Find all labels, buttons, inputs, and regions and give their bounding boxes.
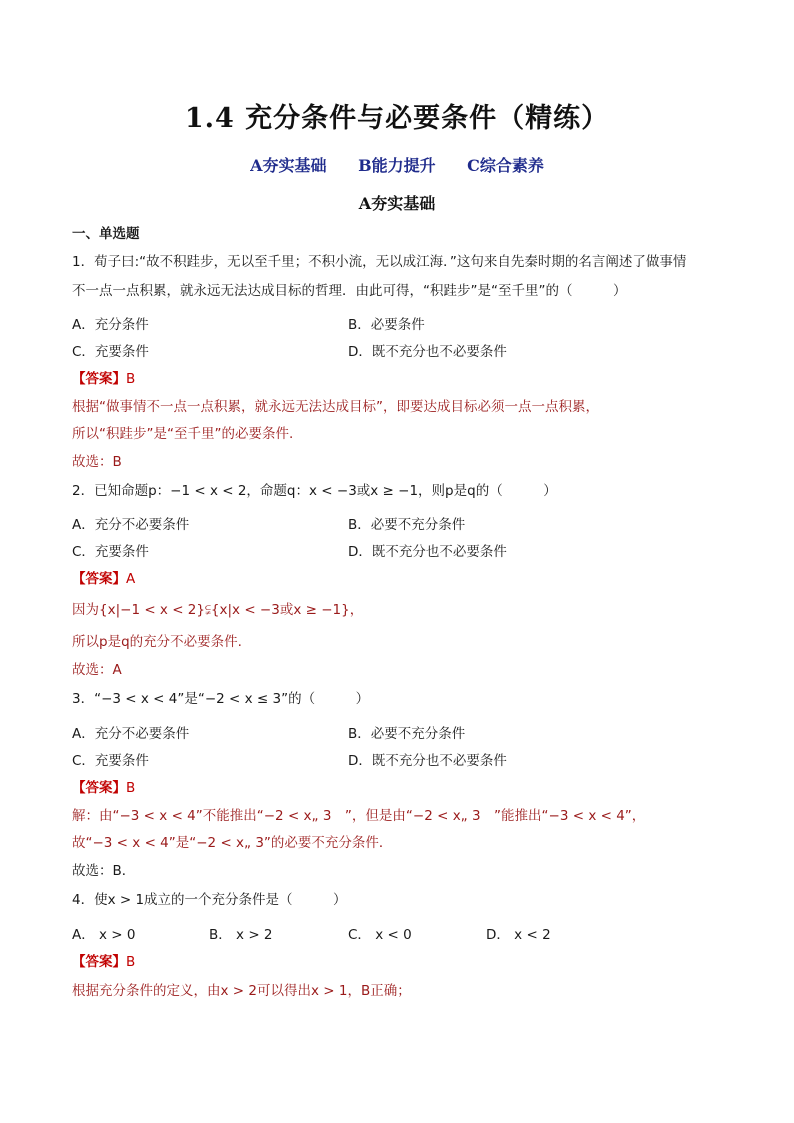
q2-answer-value: A <box>126 571 136 587</box>
q1-option-b: B．必要条件 <box>348 317 425 333</box>
q4-option-c: C． x < 0 <box>348 927 412 943</box>
q2-option-b: B．必要不充分条件 <box>348 517 466 533</box>
q1-option-d: D．既不充分也不必要条件 <box>348 344 507 360</box>
q4-answer-value: B <box>126 954 136 970</box>
q4-option-d: D． x < 2 <box>486 927 551 943</box>
section-link-b[interactable]: B能力提升 <box>358 156 436 175</box>
section-link-a[interactable]: A夯实基础 <box>250 156 327 175</box>
q1-option-c: C．充要条件 <box>72 344 149 360</box>
q3-option-b: B．必要不充分条件 <box>348 726 466 742</box>
q1-explanation-line2: 所以“积跬步”是“至千里”的必要条件. <box>72 426 294 442</box>
q1-text-line1: 1．荀子曰:“故不积跬步，无以至千里；不积小流，无以成江海．”这句来自先秦时期的名言阐述了做事情 <box>72 254 687 270</box>
section-heading: A夯实基础 <box>358 194 436 213</box>
q3-explanation-line2: 故“−3 < x < 4”是“−2 < x„ 3”的必要不充分条件． <box>72 835 393 851</box>
q2-option-d: D．既不充分也不必要条件 <box>348 544 507 560</box>
q1-choice: 故选：B <box>72 454 122 470</box>
q3-answer-value: B <box>126 780 136 796</box>
q3-option-d: D．既不充分也不必要条件 <box>348 753 507 769</box>
category-heading: 一、单选题 <box>72 226 140 242</box>
q2-explanation-line2: 所以p是q的充分不必要条件. <box>72 634 242 650</box>
q3-choice: 故选：B． <box>72 863 136 879</box>
answer-tag: 【答案】 <box>72 954 126 970</box>
q1-option-a: A．充分条件 <box>72 317 149 333</box>
q3-option-a: A．充分不必要条件 <box>72 726 190 742</box>
q4-option-a: A． x > 0 <box>72 927 136 943</box>
q2-text-line1: 2．已知命题p：−1 < x < 2，命题q：x < −3或x ≥ −1，则p是q的（ ） <box>72 483 557 499</box>
page-title: 1.4 充分条件与必要条件（精练） <box>184 103 610 134</box>
q4-explanation-line1: 根据充分条件的定义，由x > 2可以得出x > 1，B正确； <box>72 983 411 999</box>
q4-option-b: B． x > 2 <box>209 927 273 943</box>
q3-text-line1: 3．“−3 < x < 4”是“−2 < x ≤ 3”的（ ） <box>72 691 370 707</box>
q1-explanation-line1: 根据“做事情不一点一点积累，就永远无法达成目标”，即要达成目标必须一点一点积累， <box>72 399 599 415</box>
q1-answer <box>72 370 135 388</box>
q1-text-line2: 不一点一点积累，就永远无法达成目标的哲理．由此可得，“积跬步”是“至千里”的（ ） <box>72 283 627 299</box>
q3-explanation-line1: 解：由“−3 < x < 4”不能推出“−2 < x„ 3 ”，但是由“−2 < x„ 3 ”能推出“−3 < x < 4”， <box>72 808 646 824</box>
section-links <box>0 153 794 176</box>
q2-option-c: C．充要条件 <box>72 544 149 560</box>
q4-text-line1: 4．使x > 1成立的一个充分条件是（ ） <box>72 892 347 908</box>
q3-option-c: C．充要条件 <box>72 753 149 769</box>
answer-tag: 【答案】 <box>72 780 126 796</box>
answer-tag: 【答案】 <box>72 571 126 587</box>
q1-answer-value: B <box>126 371 136 387</box>
q2-option-a: A．充分不必要条件 <box>72 517 190 533</box>
answer-tag: 【答案】 <box>72 371 126 387</box>
q4-answer <box>72 953 135 971</box>
q3-answer <box>72 779 135 797</box>
q2-answer <box>72 570 135 588</box>
q2-choice: 故选：A <box>72 662 122 678</box>
section-link-c[interactable]: C综合素养 <box>467 156 544 175</box>
q2-explanation-line1: 因为{x|−1 < x < 2}⫋{x|x < −3或x ≥ −1}， <box>72 602 364 618</box>
